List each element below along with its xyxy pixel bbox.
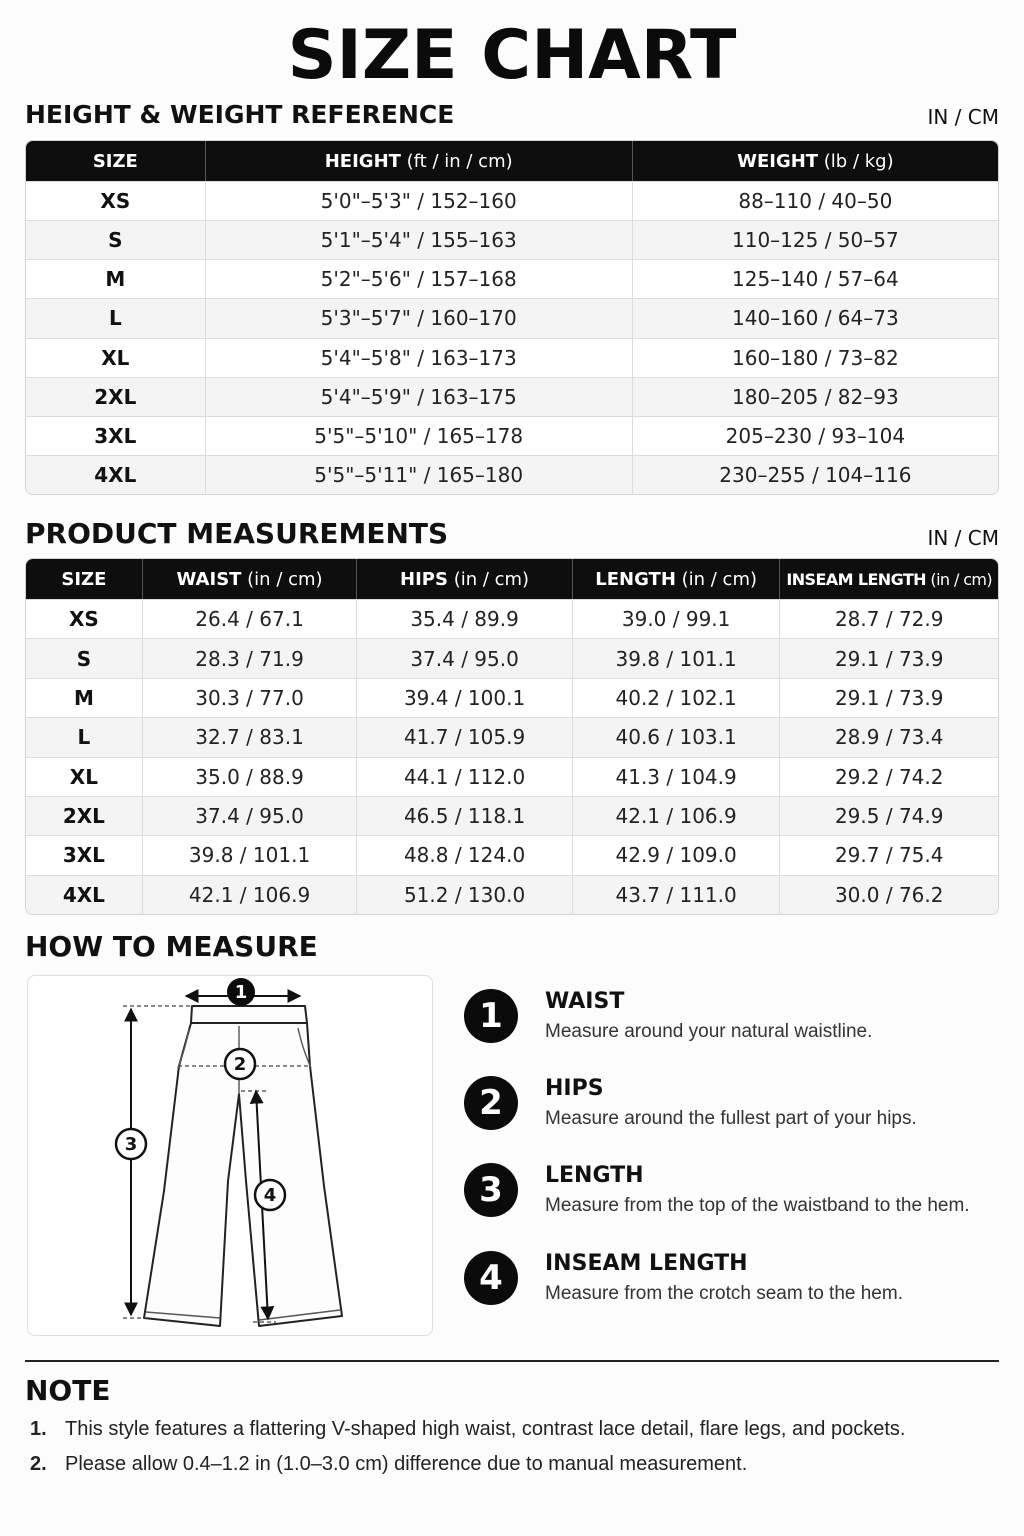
step-name: INSEAM LENGTH bbox=[545, 1251, 748, 1276]
height-weight-header bbox=[25, 100, 999, 129]
column-header-unit: (in / cm) bbox=[925, 569, 993, 589]
value-cell: 40.2 / 102.1 bbox=[573, 678, 781, 717]
note-item bbox=[30, 1451, 1010, 1486]
step-waist bbox=[464, 985, 1004, 1065]
size-cell: S bbox=[26, 220, 206, 259]
table-header-row bbox=[26, 559, 998, 599]
column-header-label: HEIGHT bbox=[324, 150, 401, 172]
value-cell: 44.1 / 112.0 bbox=[357, 757, 573, 796]
size-cell: L bbox=[26, 298, 206, 337]
note-number: 1. bbox=[30, 1418, 47, 1440]
column-header-label: SIZE bbox=[92, 150, 138, 172]
value-cell: 88–110 / 40–50 bbox=[633, 181, 998, 220]
table-row bbox=[26, 220, 998, 259]
value-cell: 140–160 / 64–73 bbox=[633, 298, 998, 337]
table-row bbox=[26, 377, 998, 416]
value-cell: 42.1 / 106.9 bbox=[143, 875, 358, 914]
value-cell: 205–230 / 93–104 bbox=[633, 416, 998, 455]
size-cell: 2XL bbox=[26, 377, 206, 416]
value-cell: 5'3"–5'7" / 160–170 bbox=[206, 298, 633, 337]
table-row bbox=[26, 259, 998, 298]
svg-text:2: 2 bbox=[233, 1054, 247, 1075]
column-header-label: WAIST bbox=[176, 568, 242, 590]
column-header-label: LENGTH bbox=[595, 568, 676, 590]
value-cell: 46.5 / 118.1 bbox=[357, 796, 573, 835]
step-description: Measure around your natural waistline. bbox=[545, 1021, 873, 1042]
table-row bbox=[26, 181, 998, 220]
step-hips bbox=[464, 1072, 1004, 1152]
value-cell: 230–255 / 104–116 bbox=[633, 455, 998, 494]
value-cell: 39.8 / 101.1 bbox=[143, 835, 358, 874]
value-cell: 51.2 / 130.0 bbox=[357, 875, 573, 914]
column-header-unit: (lb / kg) bbox=[818, 150, 894, 172]
note-number: 2. bbox=[30, 1453, 47, 1475]
step-number: 4 bbox=[464, 1251, 518, 1305]
value-cell: 5'4"–5'9" / 163–175 bbox=[206, 377, 633, 416]
step-description: Measure from the top of the waistband to the hem. bbox=[545, 1195, 970, 1216]
column-header-label: SIZE bbox=[61, 568, 107, 590]
value-cell: 43.7 / 111.0 bbox=[573, 875, 781, 914]
svg-text:4: 4 bbox=[263, 1185, 277, 1206]
table-row bbox=[26, 757, 998, 796]
note-list bbox=[30, 1416, 1010, 1486]
height-weight-table bbox=[25, 140, 999, 495]
column-header bbox=[633, 141, 998, 181]
value-cell: 5'5"–5'10" / 165–178 bbox=[206, 416, 633, 455]
table-row bbox=[26, 717, 998, 756]
flare-pants-diagram-icon bbox=[28, 976, 434, 1337]
value-cell: 39.0 / 99.1 bbox=[573, 599, 781, 638]
table-row bbox=[26, 416, 998, 455]
height-weight-unit: IN / CM bbox=[927, 105, 999, 129]
size-cell: M bbox=[26, 259, 206, 298]
height-weight-title: HEIGHT & WEIGHT REFERENCE bbox=[25, 100, 455, 129]
product-measurements-unit: IN / CM bbox=[927, 526, 999, 550]
table-row bbox=[26, 678, 998, 717]
value-cell: 42.9 / 109.0 bbox=[573, 835, 781, 874]
size-cell: 2XL bbox=[26, 796, 143, 835]
value-cell: 48.8 / 124.0 bbox=[357, 835, 573, 874]
column-header bbox=[26, 141, 206, 181]
size-cell: L bbox=[26, 717, 143, 756]
step-description: Measure from the crotch seam to the hem. bbox=[545, 1283, 903, 1304]
svg-text:3: 3 bbox=[124, 1134, 138, 1155]
value-cell: 35.4 / 89.9 bbox=[357, 599, 573, 638]
column-header bbox=[573, 559, 781, 599]
size-cell: XL bbox=[26, 338, 206, 377]
value-cell: 40.6 / 103.1 bbox=[573, 717, 781, 756]
step-number: 1 bbox=[464, 989, 518, 1043]
value-cell: 29.2 / 74.2 bbox=[780, 757, 998, 796]
step-name: HIPS bbox=[545, 1076, 604, 1101]
value-cell: 160–180 / 73–82 bbox=[633, 338, 998, 377]
value-cell: 28.9 / 73.4 bbox=[780, 717, 998, 756]
divider bbox=[25, 1360, 999, 1362]
value-cell: 42.1 / 106.9 bbox=[573, 796, 781, 835]
column-header bbox=[26, 559, 143, 599]
value-cell: 41.3 / 104.9 bbox=[573, 757, 781, 796]
table-row bbox=[26, 638, 998, 677]
value-cell: 28.7 / 72.9 bbox=[780, 599, 998, 638]
value-cell: 37.4 / 95.0 bbox=[143, 796, 358, 835]
column-header-unit: (ft / in / cm) bbox=[400, 150, 513, 172]
size-cell: XL bbox=[26, 757, 143, 796]
value-cell: 5'2"–5'6" / 157–168 bbox=[206, 259, 633, 298]
column-header-unit: (in / cm) bbox=[241, 568, 323, 590]
step-name: LENGTH bbox=[545, 1163, 644, 1188]
column-header bbox=[357, 559, 573, 599]
table-row bbox=[26, 455, 998, 494]
value-cell: 180–205 / 82–93 bbox=[633, 377, 998, 416]
value-cell: 29.5 / 74.9 bbox=[780, 796, 998, 835]
size-cell: M bbox=[26, 678, 143, 717]
value-cell: 30.0 / 76.2 bbox=[780, 875, 998, 914]
step-number: 2 bbox=[464, 1076, 518, 1130]
value-cell: 39.8 / 101.1 bbox=[573, 638, 781, 677]
product-measurements-title: PRODUCT MEASUREMENTS bbox=[25, 517, 449, 550]
column-header-unit: (in / cm) bbox=[675, 568, 758, 590]
size-cell: XS bbox=[26, 599, 143, 638]
table-row bbox=[26, 835, 998, 874]
how-to-measure-title: HOW TO MEASURE bbox=[25, 930, 318, 963]
column-header bbox=[206, 141, 633, 181]
value-cell: 29.1 / 73.9 bbox=[780, 638, 998, 677]
value-cell: 28.3 / 71.9 bbox=[143, 638, 358, 677]
column-header bbox=[780, 559, 998, 599]
size-cell: 3XL bbox=[26, 416, 206, 455]
size-cell: XS bbox=[26, 181, 206, 220]
note-text: This style features a flattering V-shaped high waist, contrast lace detail, flare legs, and pockets. bbox=[65, 1418, 906, 1440]
column-header-label: HIPS bbox=[400, 568, 448, 590]
value-cell: 39.4 / 100.1 bbox=[357, 678, 573, 717]
value-cell: 32.7 / 83.1 bbox=[143, 717, 358, 756]
size-cell: 4XL bbox=[26, 455, 206, 494]
size-cell: 4XL bbox=[26, 875, 143, 914]
value-cell: 30.3 / 77.0 bbox=[143, 678, 358, 717]
svg-text:1: 1 bbox=[234, 982, 248, 1003]
value-cell: 5'0"–5'3" / 152–160 bbox=[206, 181, 633, 220]
value-cell: 26.4 / 67.1 bbox=[143, 599, 358, 638]
product-measurements-header bbox=[25, 517, 999, 550]
column-header-label: INSEAM LENGTH bbox=[786, 569, 926, 589]
value-cell: 125–140 / 57–64 bbox=[633, 259, 998, 298]
product-measurements-table bbox=[25, 558, 999, 915]
table-row bbox=[26, 338, 998, 377]
step-name: WAIST bbox=[545, 989, 625, 1014]
column-header-label: WEIGHT bbox=[737, 150, 819, 172]
note-text: Please allow 0.4–1.2 in (1.0–3.0 cm) difference due to manual measurement. bbox=[65, 1453, 748, 1475]
table-row bbox=[26, 298, 998, 337]
size-cell: 3XL bbox=[26, 835, 143, 874]
note-title: NOTE bbox=[25, 1374, 111, 1407]
column-header-unit: (in / cm) bbox=[447, 568, 530, 590]
value-cell: 29.1 / 73.9 bbox=[780, 678, 998, 717]
value-cell: 29.7 / 75.4 bbox=[780, 835, 998, 874]
table-row bbox=[26, 796, 998, 835]
page-title: SIZE CHART bbox=[287, 16, 737, 95]
value-cell: 5'1"–5'4" / 155–163 bbox=[206, 220, 633, 259]
note-item bbox=[30, 1416, 1010, 1451]
value-cell: 35.0 / 88.9 bbox=[143, 757, 358, 796]
table-header-row bbox=[26, 141, 998, 181]
value-cell: 37.4 / 95.0 bbox=[357, 638, 573, 677]
step-inseam bbox=[464, 1247, 1004, 1327]
value-cell: 41.7 / 105.9 bbox=[357, 717, 573, 756]
value-cell: 5'5"–5'11" / 165–180 bbox=[206, 455, 633, 494]
column-header bbox=[143, 559, 358, 599]
size-cell: S bbox=[26, 638, 143, 677]
step-length bbox=[464, 1159, 1004, 1239]
table-row bbox=[26, 599, 998, 638]
pants-diagram bbox=[27, 975, 433, 1336]
value-cell: 5'4"–5'8" / 163–173 bbox=[206, 338, 633, 377]
value-cell: 110–125 / 50–57 bbox=[633, 220, 998, 259]
step-number: 3 bbox=[464, 1163, 518, 1217]
step-description: Measure around the fullest part of your hips. bbox=[545, 1108, 917, 1129]
table-row bbox=[26, 875, 998, 914]
